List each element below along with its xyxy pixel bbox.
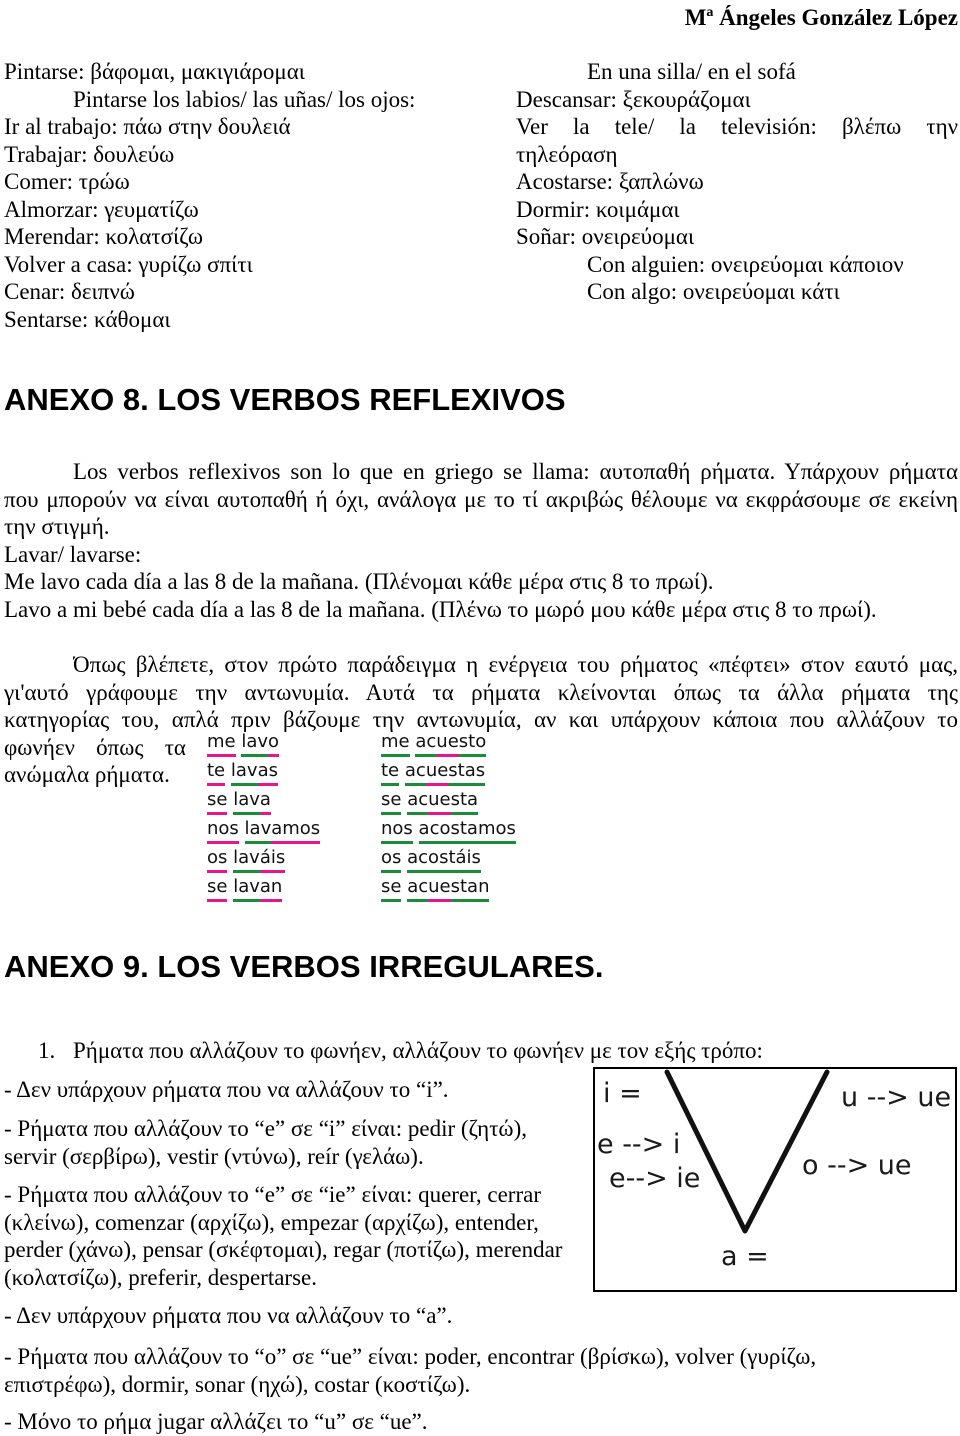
conjugation-segment: sto	[459, 731, 486, 757]
note-line: - Δεν υπάρχουν ρήματα που να αλλάζουν το “a”.	[4, 1303, 453, 1328]
paragraph-line: Lavar/ lavarse:	[4, 541, 142, 567]
note-line: - Ρήματα που αλλάζουν το “e” σε “ie” είναι: querer, cerrar	[4, 1182, 541, 1207]
vocab-line: Con algo: ονειρεύομαι κάτι	[587, 279, 840, 304]
vocab-line: Soñar: ονειρεύομαι	[516, 224, 695, 249]
conjugation-segment: as	[258, 760, 278, 786]
vocab-line: Almorzar: γευματίζω	[4, 196, 199, 222]
diagram-label-i: i =	[603, 1078, 642, 1109]
conjugation-segment: lav	[233, 789, 260, 815]
conjugation-segment: ac	[405, 760, 426, 786]
conjugation-segment: stan	[451, 876, 490, 902]
paragraph-line: που μπορούν να είναι αυτοπαθή ή όχι, ανάλογα με το τί ακριβώς θέλουμε να εκφράσουμε σε εκείνη	[4, 486, 958, 512]
conjugation-segment: me	[207, 731, 236, 757]
vocab-line: Sentarse: κάθομαι	[4, 306, 171, 332]
conjugation-segment: os	[207, 847, 227, 873]
conjugation-row	[207, 760, 278, 786]
vocab-line: Cenar: δειπνώ	[4, 279, 135, 304]
author-name: Mª Ángeles González López	[684, 5, 958, 30]
vocab-line: Con alguien: ονειρεύομαι κάποιον	[587, 251, 904, 277]
vocab-line: Merendar: κολατσίζω	[4, 224, 203, 249]
conjugation-segment: áis	[456, 847, 481, 873]
conjugation-segment: lav	[231, 760, 258, 786]
paragraph-line: Όπως βλέπετε, στον πρώτο παράδειγμα η ενέργεια του ρήματος «πέφτει» στον εαυτό μας,	[73, 652, 958, 677]
list-number: 1.	[38, 1038, 56, 1063]
vocab-line: Descansar: ξεκουράζομαι	[516, 86, 751, 112]
diagram-label-e-i: e --> i	[597, 1129, 681, 1160]
note-line: επιστρέφω), dormir, sonar (ηχώ), costar (κοστίζω).	[4, 1371, 471, 1397]
vocab-line: Volver a casa: γυρίζω σπίτι	[4, 251, 253, 277]
conjugation-segment: a	[260, 789, 271, 815]
example-sentence: Me lavo cada día a las 8 de la mañana. (Πλένομαι κάθε μέρα στις 8 το πρωί).	[4, 569, 714, 594]
paragraph-line: φωνήεν όπως τα	[4, 734, 186, 760]
conjugation-segment: an	[260, 876, 282, 902]
note-line: (κολατσίζω), preferir, despertarse.	[4, 1264, 317, 1290]
conjugation-segment: se	[207, 876, 227, 902]
conjugation-segment: áis	[260, 847, 285, 873]
conjugation-segment: amos	[271, 818, 320, 844]
conjugation-segment: te	[381, 760, 399, 786]
conjugation-row	[381, 818, 516, 844]
vowel-change-diagram-svg	[595, 1069, 955, 1290]
vocab-line: Trabajar: δουλεύω	[4, 141, 175, 167]
note-line: - Δεν υπάρχουν ρήματα που να αλλάζουν το “i”.	[4, 1077, 449, 1102]
note-line: perder (χάνω), pensar (σκέφτομαι), regar (ποτίζω), merendar	[4, 1237, 563, 1262]
vocab-line: Comer: τρώω	[4, 169, 130, 194]
conjugation-row	[207, 731, 279, 757]
vocab-line: En una silla/ en el sofá	[587, 59, 796, 84]
conjugation-segment: ue	[428, 876, 450, 902]
paragraph-line: ανώμαλα ρήματα.	[4, 762, 170, 787]
conjugation-segment: os	[381, 847, 401, 873]
note-line: - Ρήματα που αλλάζουν το “e” σε “i” είναι: pedir (ζητώ),	[4, 1116, 527, 1141]
conjugation-segment: ue	[426, 760, 448, 786]
conjugation-segment: amos	[467, 818, 516, 844]
conjugation-row	[207, 847, 285, 873]
conjugation-segment: lav	[233, 876, 260, 902]
vocab-line: Acostarse: ξαπλώνω	[516, 169, 704, 194]
vocab-line: τηλεόραση	[516, 141, 618, 167]
conjugation-segment: nos	[207, 818, 239, 844]
note-line: - Ρήματα που αλλάζουν το “o” σε “ue” είναι: poder, encontrar (βρίσκω), volver (γυρίζω,	[4, 1344, 817, 1369]
example-sentence: Lavo a mi bebé cada día a las 8 de la mañana. (Πλένω το μωρό μου κάθε μέρα στις 8 το πρωί).	[4, 596, 877, 622]
vocab-line: Ver la tele/ la televisión: βλέπω την	[516, 114, 958, 139]
section-heading-anexo-8: ANEXO 8. LOS VERBOS REFLEXIVOS	[4, 382, 566, 417]
paragraph-line: Los verbos reflexivos son lo que en griego se llama: αυτοπαθή ρήματα. Υπάρχουν ρήματα	[73, 459, 958, 484]
note-line: (κλείνω), comenzar (αρχίζω), empezar (αρχίζω), entender,	[4, 1209, 539, 1235]
conjugation-table-image	[205, 731, 523, 907]
paragraph-line: κατηγορίας του, απλά πριν βάζουμε την αντωνυμία, αν και υπάρχουν κάποια που αλλάζουν το	[4, 707, 958, 732]
conjugation-segment: ac	[407, 789, 428, 815]
vocab-line: Ir al trabajo: πάω στην δουλειά	[4, 114, 291, 139]
list-item-text: Ρήματα που αλλάζουν το φωνήεν, αλλάζουν το φωνήεν με τον εξής τρόπο:	[73, 1038, 763, 1063]
conjugation-segment: lav	[241, 731, 268, 757]
vocab-line: Pintarse los labios/ las uñas/ los ojos:	[73, 86, 416, 112]
conjugation-segment: nos	[381, 818, 413, 844]
conjugation-segment: o	[268, 731, 279, 757]
vocab-line: Pintarse: βάφομαι, μακιγιάρομαι	[4, 59, 305, 84]
conjugation-segment: se	[381, 789, 401, 815]
conjugation-segment: stas	[448, 760, 485, 786]
conjugation-segment: se	[381, 876, 401, 902]
section-heading-anexo-9: ANEXO 9. LOS VERBOS IRREGULARES.	[4, 949, 604, 984]
conjugation-segment: sta	[451, 789, 478, 815]
conjugation-segment: te	[207, 760, 225, 786]
conjugation-segment: ac	[407, 876, 428, 902]
conjugation-segment: me	[381, 731, 410, 757]
conjugation-segment: acost	[407, 847, 455, 873]
diagram-label-a: a =	[721, 1241, 769, 1272]
conjugation-row	[207, 818, 320, 844]
conjugation-row	[381, 731, 486, 757]
paragraph-line: την στιγμή.	[4, 514, 110, 539]
conjugation-segment: acost	[419, 818, 467, 844]
conjugation-row	[381, 876, 489, 902]
paragraph-line: γι'αυτό γράφουμε την αντωνυμία. Αυτά τα ρήματα κλείνονται όπως τα άλλα ρήματα της	[4, 679, 958, 705]
diagram-label-o: o --> ue	[802, 1150, 912, 1181]
conjugation-segment: ue	[428, 789, 450, 815]
diagram-label-u: u --> ue	[841, 1082, 952, 1113]
conjugation-segment: se	[207, 789, 227, 815]
vocab-line: Dormir: κοιμάμαι	[516, 196, 680, 222]
conjugation-segment: lav	[233, 847, 260, 873]
vowel-change-diagram	[593, 1067, 957, 1292]
conjugation-row	[381, 847, 481, 873]
conjugation-row	[381, 760, 485, 786]
note-line: servir (σερβίρω), vestir (ντύνω), reír (γελάω).	[4, 1143, 424, 1169]
note-line: - Μόνο το ρήμα jugar αλλάζει το “u” σε “ue”.	[4, 1409, 428, 1434]
conjugation-row	[207, 876, 282, 902]
conjugation-segment: ac	[415, 731, 436, 757]
conjugation-row	[381, 789, 478, 815]
diagram-label-e-ie: e--> ie	[609, 1163, 701, 1194]
conjugation-segment: ue	[436, 731, 458, 757]
conjugation-row	[207, 789, 271, 815]
conjugation-segment: lav	[245, 818, 272, 844]
